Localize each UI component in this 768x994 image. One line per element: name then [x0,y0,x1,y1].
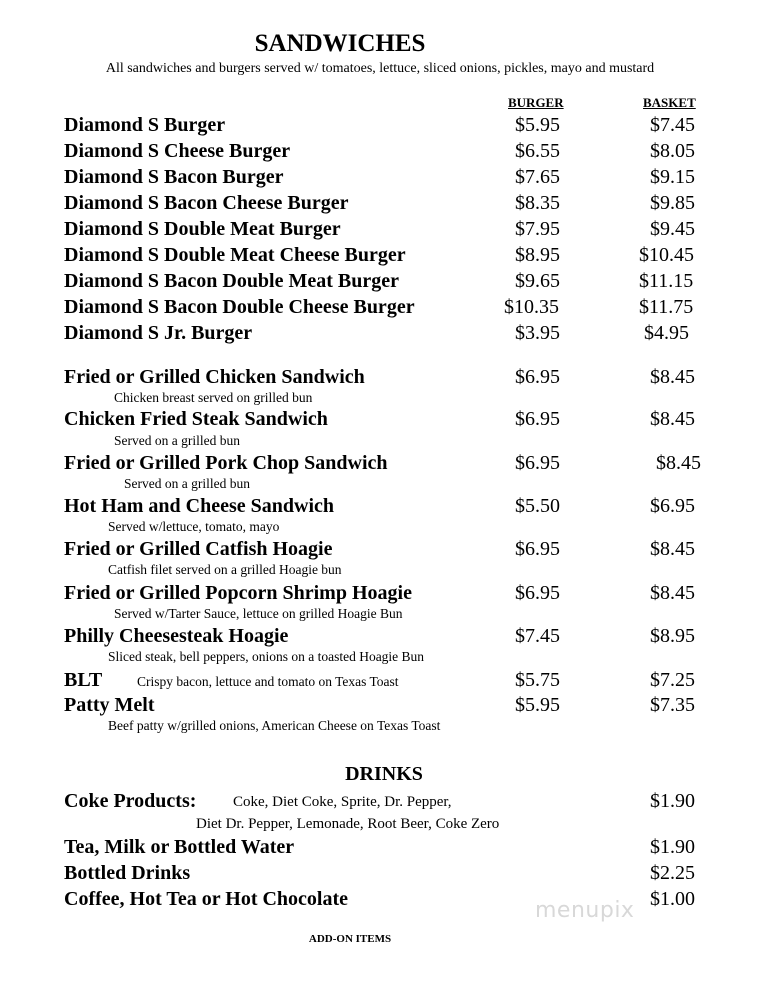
menu-item-burger-price: $5.75 [515,669,560,691]
menu-item-basket-price: $8.45 [650,366,695,388]
drink-item-price: $2.25 [650,862,695,884]
menu-item-name: Diamond S Bacon Cheese Burger [64,192,349,214]
menu-item-name: Fried or Grilled Pork Chop Sandwich [64,452,388,474]
page-subtitle: All sandwiches and burgers served w/ tomatoes, lettuce, sliced onions, pickles, mayo and mustard [105,61,655,76]
column-header-burger: BURGER [508,95,564,110]
menu-item-name: Chicken Fried Steak Sandwich [64,408,328,430]
menu-item-name: Patty Melt [64,694,155,716]
menu-item-name: Diamond S Burger [64,114,226,136]
menu-item-burger-price: $6.95 [515,408,560,430]
menu-item-name: Diamond S Bacon Double Meat Burger [64,270,399,292]
drink-item-name: Bottled Drinks [64,862,191,884]
menu-item-basket-price: $8.45 [650,538,695,560]
menu-item-burger-price: $7.45 [515,625,560,647]
menu-item-burger-price: $6.95 [515,538,560,560]
menu-item-description: Served w/lettuce, tomato, mayo [108,519,280,534]
menu-item-basket-price: $11.75 [639,296,694,318]
menu-item-basket-price: $8.45 [650,582,695,604]
menu-item-name: Diamond S Bacon Double Cheese Burger [64,296,415,318]
menu-item-burger-price: $6.95 [515,582,560,604]
page-title: SANDWICHES [254,30,426,57]
drink-item-options: Coke, Diet Coke, Sprite, Dr. Pepper, [233,794,452,810]
drink-item-options: Diet Dr. Pepper, Lemonade, Root Beer, Coke Zero [196,816,500,832]
menu-item-description: Catfish filet served on a grilled Hoagie bun [108,562,342,577]
addon-section-title: ADD-ON ITEMS [308,933,392,945]
menu-item-burger-price: $8.95 [515,244,560,266]
watermark: menupix [535,898,635,923]
menu-item-name: Diamond S Cheese Burger [64,140,291,162]
menu-item-basket-price: $9.45 [650,218,695,240]
menu-item-burger-price: $5.50 [515,495,560,517]
menu-item-description: Served w/Tarter Sauce, lettuce on grilled Hoagie Bun [114,606,403,621]
menu-item-burger-price: $6.55 [515,140,560,162]
menu-item-name: Diamond S Jr. Burger [64,322,253,344]
menu-item-basket-price: $11.15 [639,270,694,292]
drink-item-name: Tea, Milk or Bottled Water [64,836,295,858]
menu-item-basket-price: $4.95 [644,322,689,344]
menu-item-name: Diamond S Double Meat Burger [64,218,341,240]
menu-item-description: Served on a grilled bun [124,476,250,491]
menu-item-basket-price: $7.35 [650,694,695,716]
menu-item-name: BLT [64,669,103,691]
drink-item-name: Coke Products: [64,790,197,812]
menu-item-burger-price: $5.95 [515,114,560,136]
menu-item-basket-price: $9.15 [650,166,695,188]
menu-item-basket-price: $10.45 [639,244,694,266]
menu-item-name: Fried or Grilled Catfish Hoagie [64,538,333,560]
drink-item-price: $1.90 [650,790,695,812]
menu-item-burger-price: $6.95 [515,366,560,388]
column-header-basket: BASKET [643,95,696,110]
menu-item-burger-price: $6.95 [515,452,560,474]
menu-item-basket-price: $7.25 [650,669,695,691]
menu-item-basket-price: $6.95 [650,495,695,517]
drink-item-name: Coffee, Hot Tea or Hot Chocolate [64,888,349,910]
menu-item-description: Beef patty w/grilled onions, American Cheese on Texas Toast [108,718,441,733]
menu-item-name: Philly Cheesesteak Hoagie [64,625,289,647]
menu-item-description: Served on a grilled bun [114,433,240,448]
menu-item-description: Crispy bacon, lettuce and tomato on Texas Toast [137,674,399,689]
menu-item-basket-price: $7.45 [650,114,695,136]
menu-item-burger-price: $7.65 [515,166,560,188]
menu-item-burger-price: $8.35 [515,192,560,214]
menu-item-basket-price: $8.95 [650,625,695,647]
menu-item-burger-price: $10.35 [504,296,559,318]
menu-item-name: Diamond S Double Meat Cheese Burger [64,244,406,266]
menu-item-burger-price: $9.65 [515,270,560,292]
menu-item-basket-price: $9.85 [650,192,695,214]
menu-item-burger-price: $5.95 [515,694,560,716]
menu-item-burger-price: $3.95 [515,322,560,344]
menu-item-name: Fried or Grilled Chicken Sandwich [64,366,365,388]
menu-item-name: Hot Ham and Cheese Sandwich [64,495,335,517]
menu-item-description: Chicken breast served on grilled bun [114,390,313,405]
menu-item-basket-price: $8.45 [656,452,701,474]
menu-item-basket-price: $8.45 [650,408,695,430]
drink-item-price: $1.90 [650,836,695,858]
menu-item-description: Sliced steak, bell peppers, onions on a toasted Hoagie Bun [108,649,425,664]
drink-item-price: $1.00 [650,888,695,910]
menu-item-name: Fried or Grilled Popcorn Shrimp Hoagie [64,582,412,604]
menu-item-burger-price: $7.95 [515,218,560,240]
menu-item-basket-price: $8.05 [650,140,695,162]
menu-item-name: Diamond S Bacon Burger [64,166,284,188]
drinks-section-title: DRINKS [345,763,423,785]
